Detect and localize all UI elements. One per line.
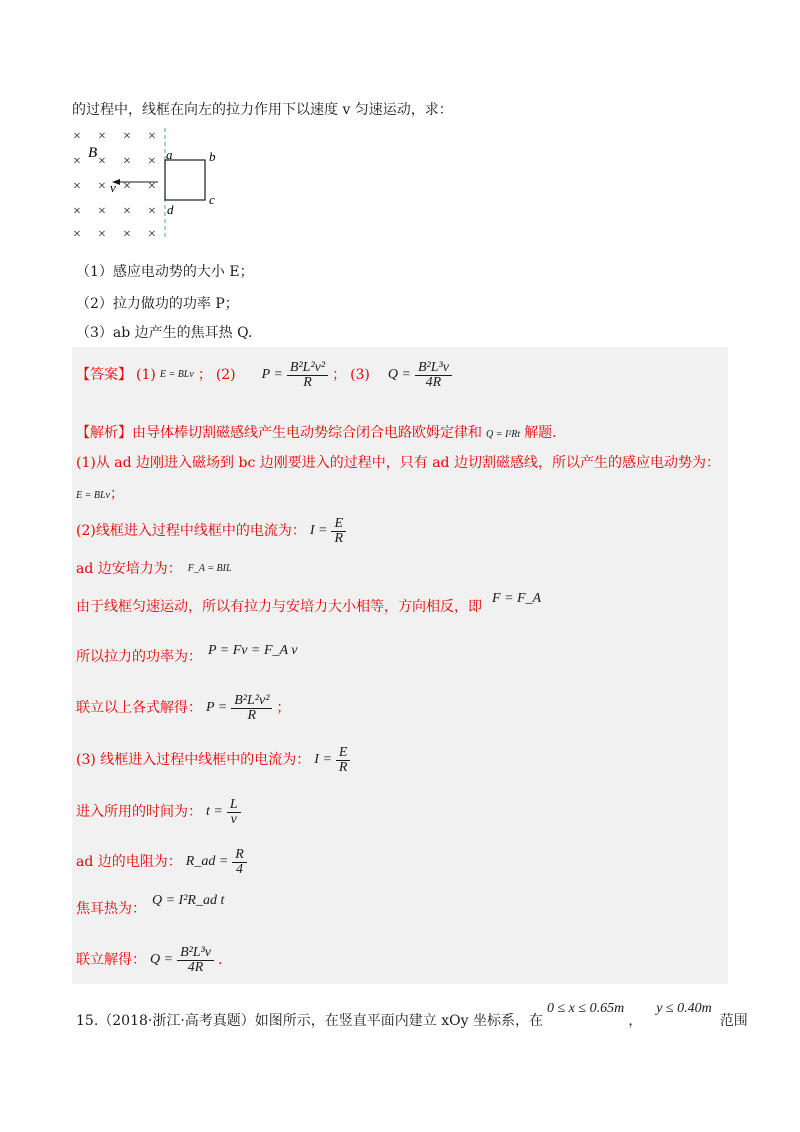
step-2-den: R	[334, 530, 344, 546]
step-2-lhs: I =	[309, 523, 328, 538]
answer-q-den: 4R	[425, 374, 442, 390]
step-10-formula: Q = I²R_ad t	[152, 893, 225, 908]
label-v: v	[110, 180, 116, 195]
answer-p-frac	[287, 361, 328, 390]
step-7	[76, 740, 350, 780]
step-5-formula: P = Fv = F_A v	[208, 643, 298, 658]
field-cross: ×	[98, 204, 106, 219]
answer-tag: 【答案】	[76, 367, 132, 383]
analysis-intro-text: 由导体棒切割磁感线产生电动势综合闭合电路欧姆定律和	[132, 425, 482, 441]
question-1: （1）感应电动势的大小 E；	[76, 264, 254, 280]
step-9-den: 4	[236, 861, 244, 877]
field-cross: ×	[123, 204, 131, 219]
field-cross: ×	[98, 129, 106, 144]
step-1-e: E = BLv	[76, 490, 110, 501]
intro-line: 的过程中，线框在向左的拉力作用下以速度 v 匀速运动，求：	[72, 102, 453, 118]
step-6-text: 联立以上各式解得：	[76, 700, 202, 716]
step-4-formula: F = F_A	[492, 591, 542, 606]
label-c: c	[209, 192, 215, 207]
step-6-num: B²L²v²	[231, 694, 272, 709]
field-cross: ×	[123, 179, 131, 194]
step-11	[76, 940, 222, 980]
field-cross: ×	[73, 204, 81, 219]
question-3: （3）ab 边产生的焦耳热 Q.	[76, 325, 253, 341]
step-11-lhs: Q =	[150, 952, 174, 967]
answer-sep1: ；	[197, 367, 212, 383]
step-9-num: R	[232, 848, 247, 863]
answer-part2: (2)	[215, 367, 236, 383]
field-cross: ×	[148, 204, 156, 219]
step-6	[76, 688, 290, 728]
step-7-frac	[336, 746, 351, 775]
step-6-end: ；	[276, 700, 291, 716]
step-7-den: R	[338, 759, 348, 775]
field-cross: ×	[98, 179, 106, 194]
next-question-text: 15.（2018·浙江·高考真题）如图所示，在竖直平面内建立 xOy 坐标系，在	[76, 1013, 543, 1029]
step-1-end: ；	[109, 486, 124, 502]
step-2-frac	[331, 517, 346, 546]
step-1: (1)从 ad 边刚进入磁场到 bc 边刚要进入的过程中，只有 ad 边切割磁感线，所以产生的感应电动势为：	[76, 455, 720, 471]
step-6-lhs: P =	[206, 700, 228, 715]
step-9-frac	[232, 848, 247, 877]
step-6-den: R	[247, 707, 257, 723]
field-cross: ×	[73, 129, 81, 144]
step-5-text: 所以拉力的功率为：	[76, 649, 202, 665]
step-8-den: v	[230, 811, 237, 827]
step-4-text: 由于线框匀速运动，所以有拉力与安培力大小相等，方向相反，即	[76, 599, 482, 615]
analysis-intro-formula: Q = I²Rt	[486, 429, 521, 440]
label-a: a	[166, 147, 173, 162]
next-range-y: y ≤ 0.40m	[656, 1001, 712, 1016]
answer-q-num: B²L³v	[415, 361, 452, 376]
step-3-formula: F_A = BIL	[187, 563, 232, 574]
step-9	[76, 842, 247, 882]
next-range-x: 0 ≤ x ≤ 0.65m	[546, 1001, 625, 1016]
step-8-frac	[227, 798, 241, 827]
step-2-num: E	[331, 517, 346, 532]
answer-p-num: B²L²v²	[287, 361, 328, 376]
label-B: B	[88, 145, 98, 161]
step-3-text: ad 边安培力为：	[76, 561, 182, 577]
step-10-text: 焦耳热为：	[76, 901, 146, 917]
step-7-text: (3) 线框进入过程中线框中的电流为：	[76, 752, 311, 768]
step-11-frac	[177, 946, 214, 975]
field-cross: ×	[123, 129, 131, 144]
step-10	[76, 893, 225, 918]
step-2	[76, 511, 346, 551]
field-cross: ×	[123, 227, 131, 240]
answer-line	[76, 357, 452, 393]
field-cross: ×	[98, 227, 106, 240]
wire-frame	[165, 160, 205, 200]
analysis-intro-end: 解题.	[524, 425, 557, 441]
step-8-num: L	[227, 798, 241, 813]
step-7-num: E	[336, 746, 351, 761]
step-11-num: B²L³v	[177, 946, 214, 961]
field-cross: ×	[73, 179, 81, 194]
analysis-intro	[76, 424, 557, 444]
step-11-end: .	[218, 952, 223, 968]
step-9-lhs: R_ad =	[185, 854, 229, 869]
step-11-den: 4R	[187, 959, 204, 975]
answer-q-frac	[415, 361, 452, 390]
next-comma: ，	[628, 1013, 643, 1029]
step-3	[76, 560, 232, 578]
field-cross: ×	[148, 154, 156, 169]
field-cross: ×	[98, 154, 106, 169]
field-cross: ×	[148, 227, 156, 240]
field-cross: ×	[148, 129, 156, 144]
next-end: 范围	[719, 1013, 748, 1029]
answer-e: E = BLv	[159, 369, 194, 380]
label-d: d	[167, 202, 174, 217]
analysis-tag: 【解析】	[76, 425, 132, 441]
step-11-text: 联立解得：	[76, 952, 146, 968]
step-8-lhs: t =	[206, 804, 223, 819]
label-b: b	[209, 149, 216, 164]
step-8-text: 进入所用的时间为：	[76, 804, 202, 820]
next-question	[76, 1000, 748, 1030]
step-8	[76, 792, 241, 832]
answer-p-lhs: P =	[261, 367, 283, 382]
answer-q-lhs: Q =	[387, 367, 411, 382]
step-5	[76, 643, 298, 666]
answer-p-den: R	[303, 374, 312, 390]
question-2: （2）拉力做功的功率 P；	[76, 296, 239, 312]
step-6-frac	[231, 694, 272, 723]
step-9-text: ad 边的电阻为：	[76, 854, 182, 870]
answer-part1: (1)	[136, 367, 156, 383]
field-cross: ×	[148, 179, 156, 194]
answer-sep2: ；	[332, 367, 347, 383]
magnetic-field-figure	[70, 126, 230, 240]
step-4	[76, 591, 542, 616]
step-2-text: (2)线框进入过程中线框中的电流为：	[76, 523, 306, 539]
field-cross: ×	[73, 227, 81, 240]
answer-part3: (3)	[350, 367, 370, 383]
field-cross: ×	[73, 154, 81, 169]
field-cross: ×	[123, 154, 131, 169]
step-1-formula	[76, 485, 124, 505]
step-7-lhs: I =	[314, 752, 332, 767]
